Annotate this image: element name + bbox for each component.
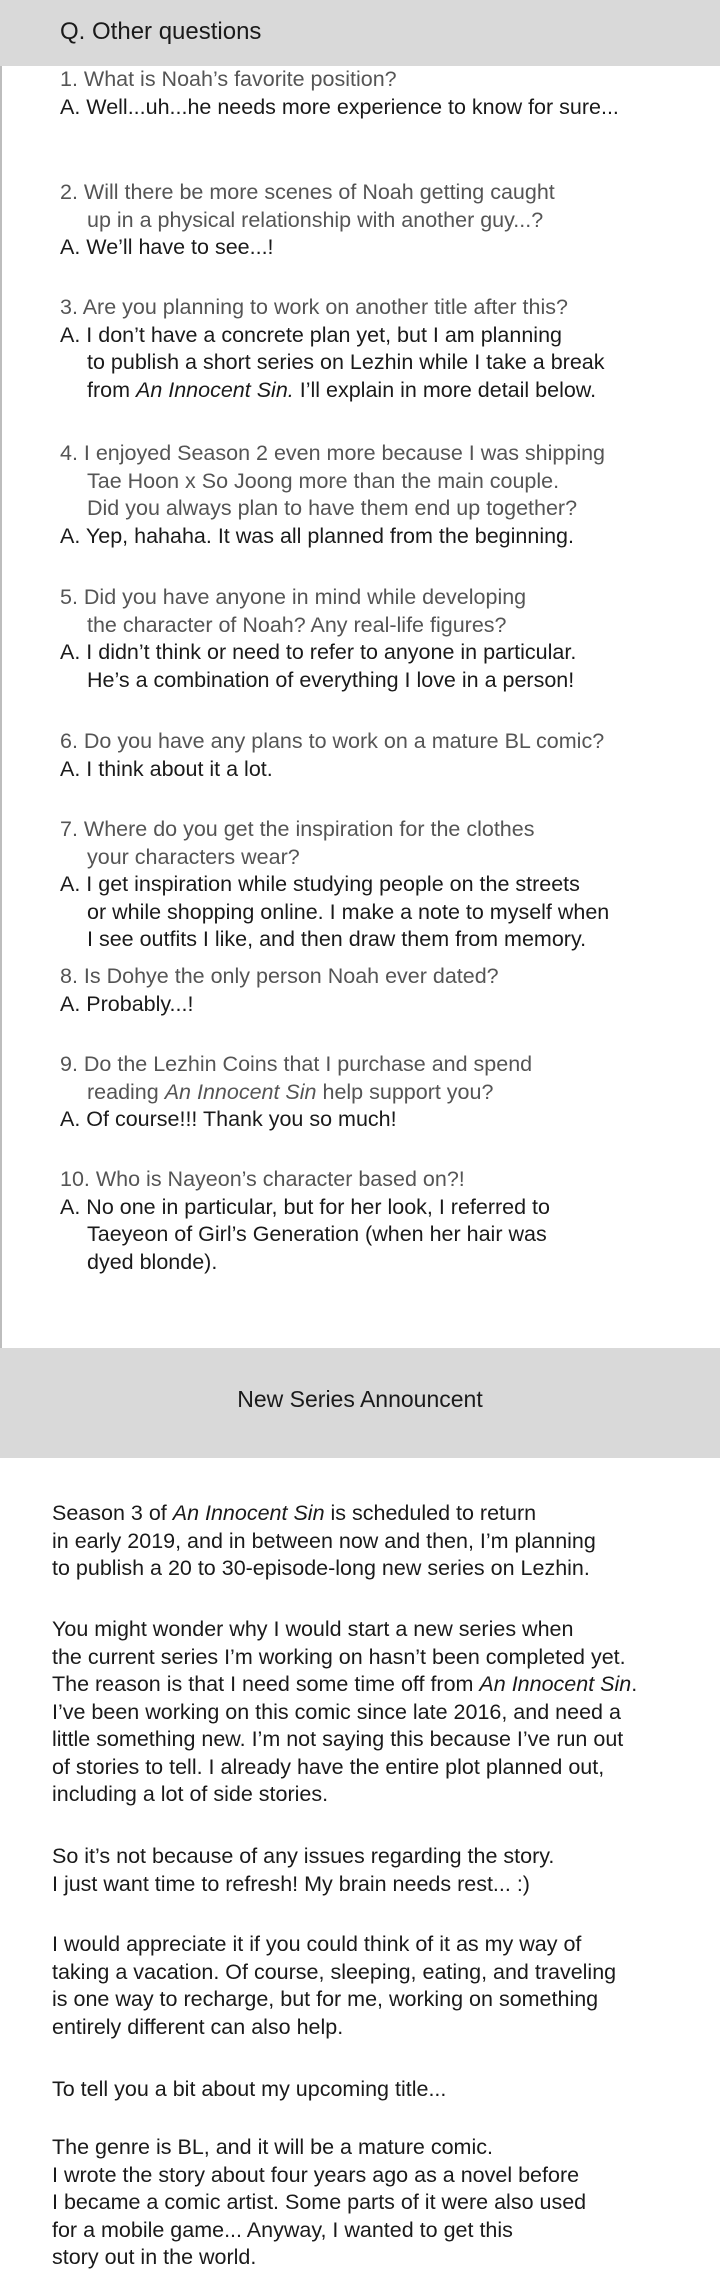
section-title: Q. Other questions bbox=[60, 18, 262, 45]
announcement-paragraph-5: To tell you a bit about my upcoming title... bbox=[52, 2077, 447, 2101]
qa-item-8 bbox=[60, 963, 710, 1018]
qa-item-3 bbox=[60, 294, 710, 404]
answer: A. We’ll have to see...! bbox=[60, 235, 274, 259]
announcement-paragraph-6: The genre is BL, and it will be a mature comic. I wrote the story about four years ago as a novel before I became a comic artist. Some parts of it were also used for a mobile game... Anyway, I wanted to get this story out in the world. bbox=[52, 2135, 587, 2269]
answer: A. No one in particular, but for her look, I referred to Taeyeon of Girl’s Generation (when her hair was dyed blonde). bbox=[60, 1194, 550, 1274]
announcement-paragraph-3: So it’s not because of any issues regarding the story. I just want time to refresh! My brain needs rest... :) bbox=[52, 1844, 555, 1896]
question: 5. Did you have anyone in mind while developing the character of Noah? Any real-life figures? bbox=[60, 585, 527, 637]
question: 7. Where do you get the inspiration for the clothes your characters wear? bbox=[60, 817, 535, 869]
header-bar bbox=[0, 0, 720, 66]
qa-item-4 bbox=[60, 440, 710, 550]
announcement-header-band bbox=[0, 1348, 720, 1458]
announcement-paragraph-2: You might wonder why I would start a new series when the current series I’m working on hasn’t been completed yet. The reason is that I need some time off from An Innocent Sin. I’ve been working on this comic since late 2016, and need a little something new. I’m not saying this because I’ve run out of stories to tell. I already have the entire plot planned out, including a lot of side stories. bbox=[52, 1617, 638, 1806]
qa-item-10 bbox=[60, 1166, 710, 1276]
question: 2. Will there be more scenes of Noah getting caught up in a physical relationship with another guy...? bbox=[60, 180, 555, 232]
answer: A. Probably...! bbox=[60, 991, 194, 1016]
question: 3. Are you planning to work on another title after this? bbox=[60, 295, 568, 319]
qa-item-6 bbox=[60, 728, 710, 783]
question: 8. Is Dohye the only person Noah ever dated? bbox=[60, 964, 499, 988]
answer: A. Of course!!! Thank you so much! bbox=[60, 1107, 397, 1131]
announcement-paragraph-1: Season 3 of An Innocent Sin is scheduled to return in early 2019, and in between now and then, I’m planning to publish a 20 to 30-episode-long new series on Lezhin. bbox=[52, 1501, 596, 1580]
answer: A. I think about it a lot. bbox=[60, 756, 273, 781]
question: 9. Do the Lezhin Coins that I purchase and spend reading An Innocent Sin help support you? bbox=[60, 1052, 533, 1104]
qa-item-2 bbox=[60, 179, 710, 262]
question: 1. What is Noah’s favorite position? bbox=[60, 67, 397, 91]
question: 4. I enjoyed Season 2 even more because I was shipping Tae Hoon x So Joong more than the main couple. Did you always plan to have them end up together? bbox=[60, 441, 606, 520]
announcement-title: New Series Announcent bbox=[237, 1386, 483, 1412]
announcement-paragraph-4: I would appreciate it if you could think of it as my way of taking a vacation. Of course, sleeping, eating, and traveling is one way to recharge, but for me, working on something entirely different can also help. bbox=[52, 1932, 617, 2039]
answer: A. I don’t have a concrete plan yet, but I am planning to publish a short series on Lezhin while I take a break from An Innocent Sin. I’ll explain in more detail below. bbox=[60, 322, 605, 402]
answer: A. I get inspiration while studying people on the streets or while shopping online. I make a note to myself when I see outfits I like, and then draw them from memory. bbox=[60, 872, 610, 951]
qa-item-5 bbox=[60, 584, 710, 694]
question: 6. Do you have any plans to work on a mature BL comic? bbox=[60, 729, 605, 753]
question: 10. Who is Nayeon’s character based on?! bbox=[60, 1167, 465, 1191]
qa-section bbox=[0, 66, 720, 1348]
answer: A. Well...uh...he needs more experience to know for sure... bbox=[60, 95, 619, 119]
answer: A. I didn’t think or need to refer to anyone in particular. He’s a combination of everything I love in a person! bbox=[60, 640, 577, 692]
answer: A. Yep, hahaha. It was all planned from the beginning. bbox=[60, 523, 574, 548]
qa-item-9 bbox=[60, 1051, 710, 1134]
qa-item-7 bbox=[60, 816, 710, 954]
